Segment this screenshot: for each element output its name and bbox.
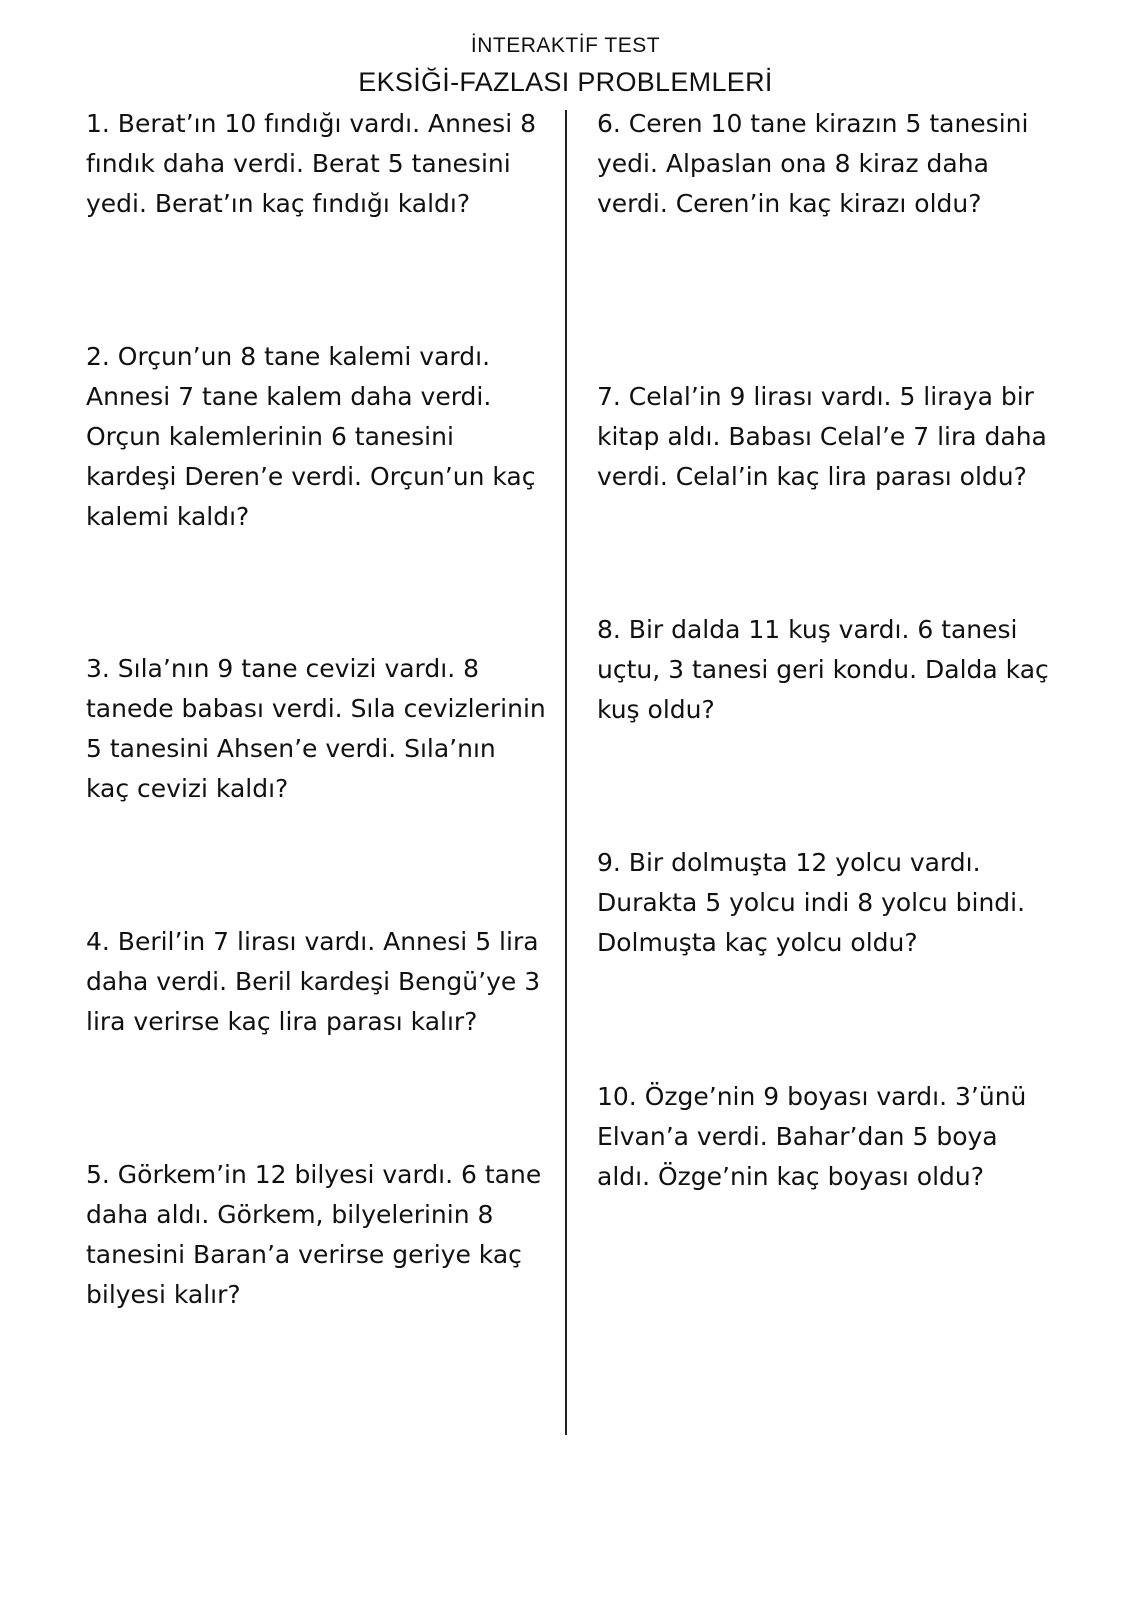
question-5: 5. Görkem’in 12 bilyesi vardı. 6 tane daha aldı. Görkem, bilyelerinin 8 tanesini Baran’a verirse geriye kaç bilyesi kalır? bbox=[86, 1160, 542, 1309]
question-9: 9. Bir dolmuşta 12 yolcu vardı. Durakta 5 yolcu indi 8 yolcu bindi. Dolmuşta kaç yolcu oldu? bbox=[597, 848, 1026, 957]
question-8: 8. Bir dalda 11 kuş vardı. 6 tanesi uçtu, 3 tanesi geri kondu. Dalda kaç kuş oldu? bbox=[597, 615, 1049, 724]
question-3: 3. Sıla’nın 9 tane cevizi vardı. 8 tanede babası verdi. Sıla cevizlerinin 5 tanesini Ahsen’e verdi. Sıla’nın kaç cevizi kaldı? bbox=[86, 654, 546, 803]
column-divider bbox=[565, 110, 567, 1435]
question-2: 2. Orçun’un 8 tane kalemi vardı. Annesi 7 tane kalem daha verdi. Orçun kalemlerinin 6 tanesini kardeşi Deren’e verdi. Orçun’un kaç kalemi kaldı? bbox=[86, 342, 536, 531]
question-1: 1. Berat’ın 10 fındığı vardı. Annesi 8 fındık daha verdi. Berat 5 tanesini yedi. Berat’ın kaç fındığı kaldı? bbox=[86, 109, 536, 218]
question-6: 6. Ceren 10 tane kirazın 5 tanesini yedi. Alpaslan ona 8 kiraz daha verdi. Ceren’in kaç kirazı oldu? bbox=[597, 109, 1029, 218]
question-10: 10. Özge’nin 9 boyası vardı. 3’ünü Elvan’a verdi. Bahar’dan 5 boya aldı. Özge’nin kaç boyası oldu? bbox=[597, 1082, 1027, 1191]
question-7: 7. Celal’in 9 lirası vardı. 5 liraya bir kitap aldı. Babası Celal’e 7 lira daha verdi. Celal’in kaç lira parası oldu? bbox=[597, 382, 1047, 491]
test-subtitle: İNTERAKTİF TEST bbox=[470, 34, 661, 57]
page-title: EKSİĞİ-FAZLASI PROBLEMLERİ bbox=[358, 67, 773, 97]
question-4: 4. Beril’in 7 lirası vardı. Annesi 5 lira daha verdi. Beril kardeşi Bengü’ye 3 lira verirse kaç lira parası kalır? bbox=[86, 927, 541, 1036]
